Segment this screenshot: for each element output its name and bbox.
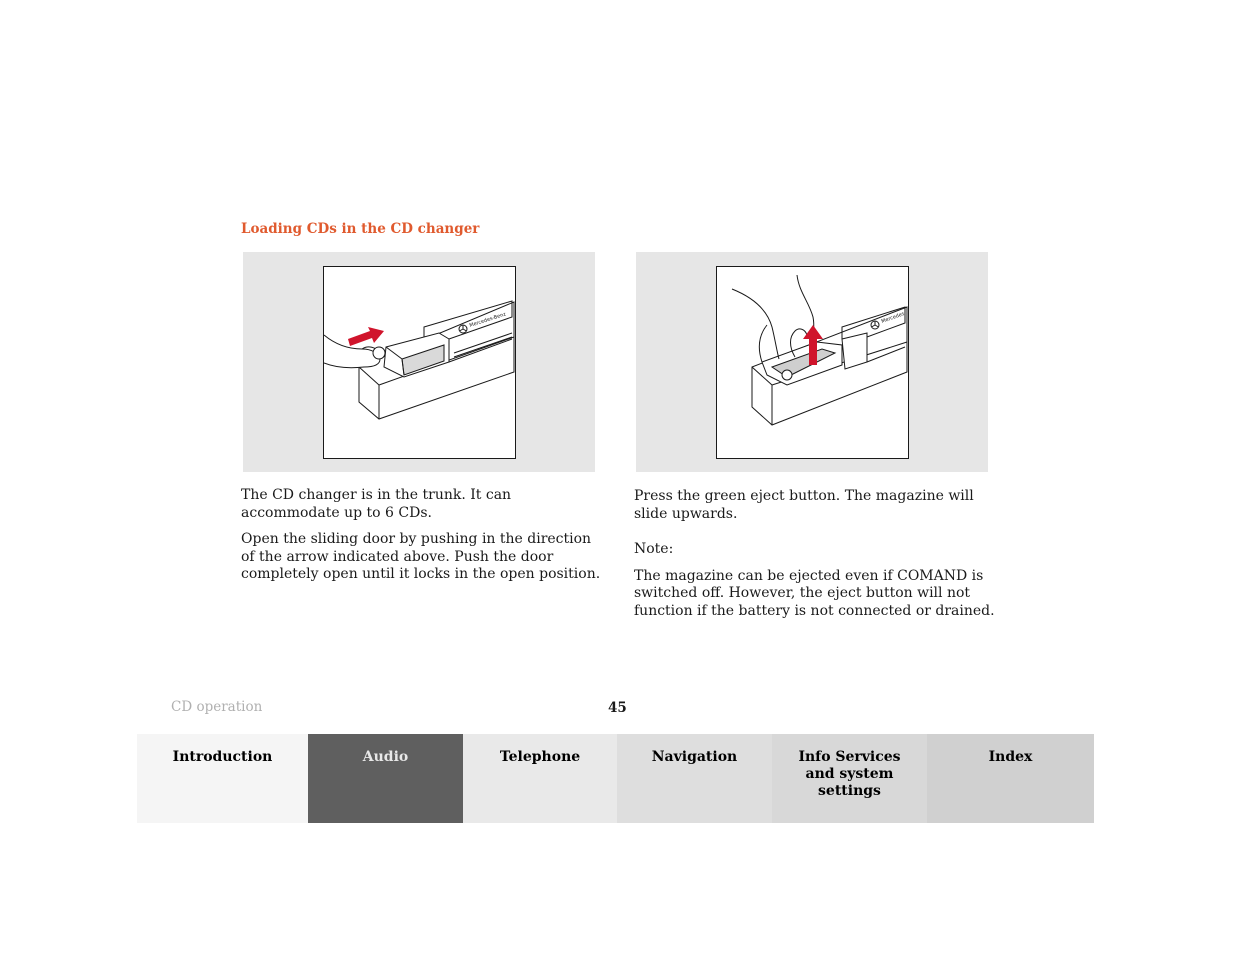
paragraph-cd-changer-location: The CD changer is in the trunk. It can accommodate up to 6 CDs. — [241, 487, 512, 521]
figure-eject-magazine — [716, 266, 909, 459]
page-number: 45 — [608, 700, 627, 716]
brand-text: Mercedes-Benz — [468, 311, 507, 329]
section-title: Loading CDs in the CD changer — [241, 221, 480, 237]
tab-telephone[interactable]: Telephone — [463, 734, 617, 823]
paragraph-open-sliding-door: Open the sliding door by pushing in the direction of the arrow indicated above. Push the door completely open until it locks in the open position. — [241, 531, 601, 582]
footer-section-label: CD operation — [171, 699, 263, 715]
tab-index[interactable]: Index — [927, 734, 1094, 823]
figure-panel-eject — [636, 252, 988, 472]
note-text: The magazine can be ejected even if COMAND is switched off. However, the eject button will not function if the battery is not connected or drained. — [634, 567, 995, 619]
tab-audio[interactable]: Audio — [308, 734, 463, 823]
right-text-column — [634, 488, 996, 629]
note-label: Note: — [634, 541, 674, 557]
red-arrow-right-icon — [348, 327, 384, 346]
tab-introduction[interactable]: Introduction — [137, 734, 308, 823]
tab-navigation[interactable]: Navigation — [617, 734, 772, 823]
figure-panel-sliding-door — [243, 252, 595, 472]
tab-info-services[interactable]: Info Services and system settings — [772, 734, 927, 823]
cd-changer-door-illustration — [324, 267, 515, 458]
paragraph-eject-instruction: Press the green eject button. The magazine will slide upwards. — [634, 488, 974, 522]
figure-sliding-door — [323, 266, 516, 459]
brand-text: Mercedes — [880, 311, 906, 325]
chapter-tab-bar — [137, 734, 1094, 823]
cd-changer-eject-illustration — [717, 267, 908, 458]
left-text-column — [241, 487, 603, 593]
